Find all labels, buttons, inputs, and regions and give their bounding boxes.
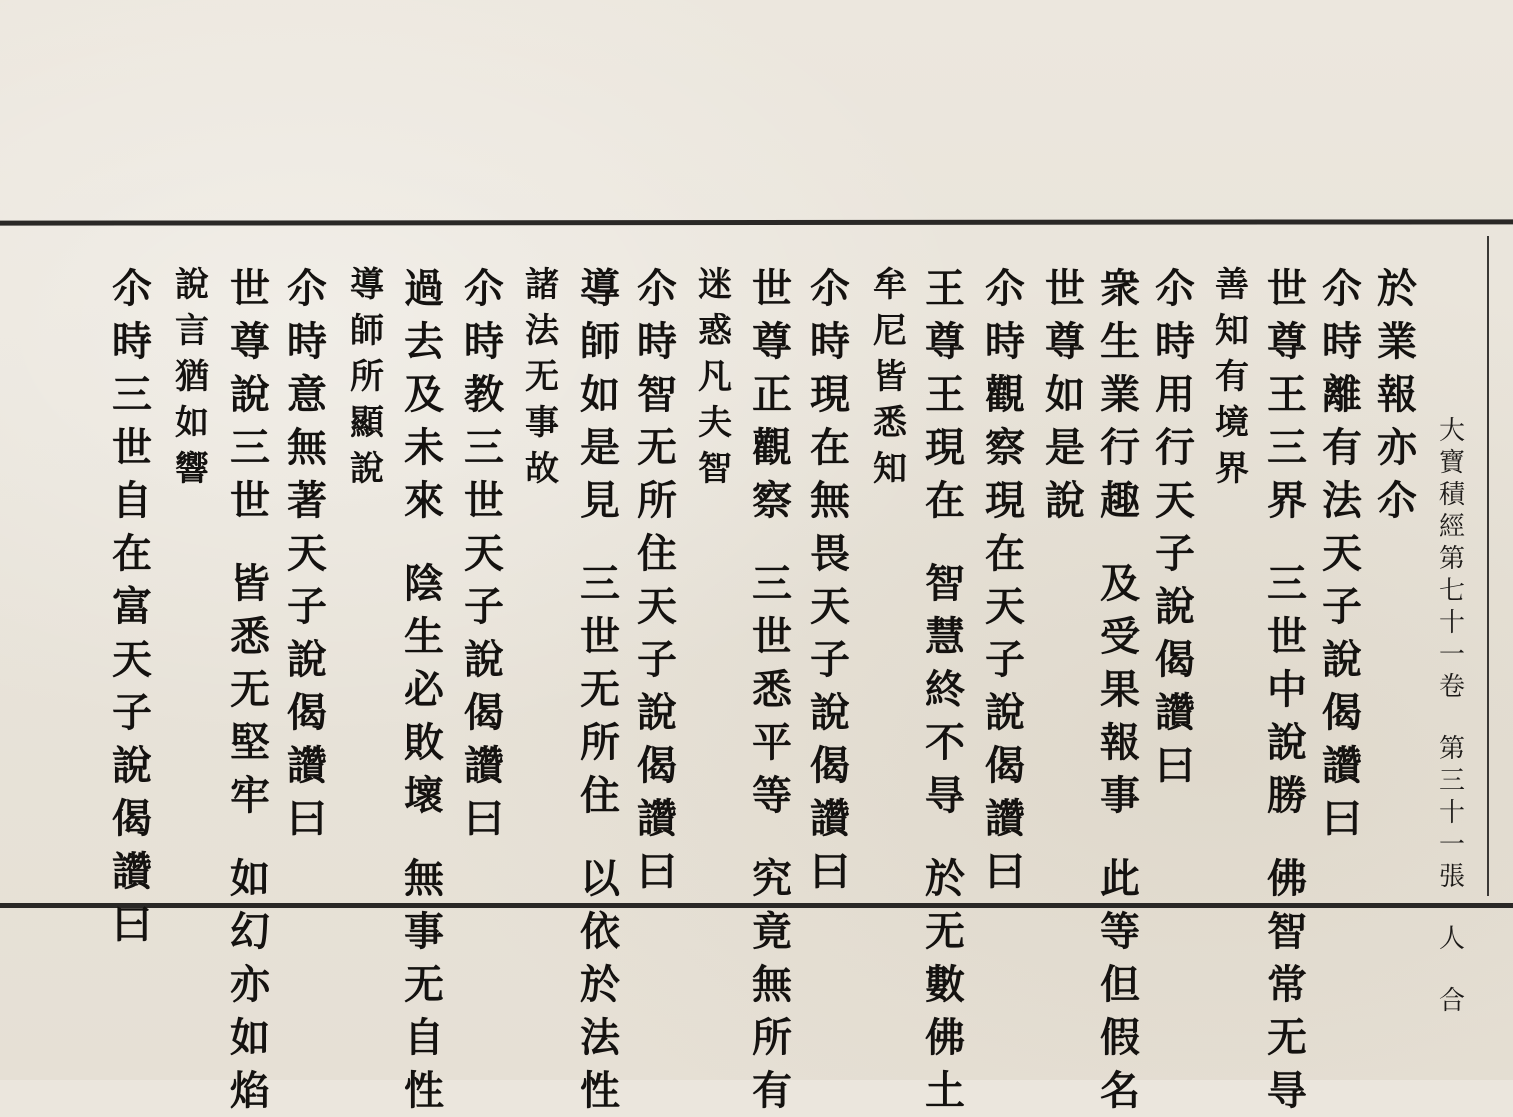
text-column <box>1033 262 1097 527</box>
glyph: 天 <box>112 636 152 683</box>
glyph: 尒 <box>637 265 677 312</box>
glyph: 悉 <box>230 613 270 660</box>
glyph: 三 <box>112 371 152 418</box>
glyph <box>740 527 804 557</box>
glyph: 所 <box>752 1014 792 1061</box>
glyph: 知 <box>1215 311 1249 351</box>
glyph: 未 <box>404 424 444 471</box>
glyph: 悉 <box>873 403 907 443</box>
glyph <box>1432 893 1472 923</box>
glyph <box>1432 703 1472 733</box>
glyph: 過 <box>404 265 444 312</box>
glyph: 曰 <box>1322 795 1362 842</box>
glyph: 行 <box>1100 424 1140 471</box>
glyph: 曰 <box>287 795 327 842</box>
glyph: 有 <box>1215 357 1249 397</box>
glyph: 時 <box>1322 318 1362 365</box>
glyph: 尊 <box>1045 318 1085 365</box>
glyph: 幻 <box>230 908 270 955</box>
glyph: 㝵 <box>925 772 965 819</box>
text-column <box>275 262 339 845</box>
glyph: 無 <box>404 855 444 902</box>
glyph: 王 <box>925 371 965 418</box>
glyph: 尒 <box>112 265 152 312</box>
glyph: 假 <box>1100 1014 1140 1061</box>
glyph: 趣 <box>1100 477 1140 524</box>
glyph: 偈 <box>985 742 1025 789</box>
glyph: 天 <box>1155 477 1195 524</box>
glyph <box>568 527 632 557</box>
glyph: 壞 <box>404 772 444 819</box>
glyph: 顯 <box>350 403 384 443</box>
glyph: 尒 <box>810 265 850 312</box>
glyph: 㝵 <box>1267 1067 1307 1114</box>
glyph: 法 <box>525 311 559 351</box>
glyph: 敗 <box>404 719 444 766</box>
text-column <box>683 262 747 492</box>
glyph: 悉 <box>752 666 792 713</box>
glyph: 故 <box>525 449 559 489</box>
glyph: 十 <box>1438 608 1465 638</box>
glyph: 十 <box>1438 798 1465 828</box>
glyph: 曰 <box>464 795 504 842</box>
glyph: 一 <box>1438 640 1465 670</box>
glyph: 猶 <box>175 357 209 397</box>
glyph: 尒 <box>1155 265 1195 312</box>
glyph: 性 <box>404 1067 444 1114</box>
glyph: 自 <box>112 477 152 524</box>
text-column <box>452 262 516 845</box>
glyph: 子 <box>637 636 677 683</box>
glyph: 平 <box>752 719 792 766</box>
glyph: 說 <box>1267 719 1307 766</box>
text-column <box>973 262 1037 898</box>
glyph: 及 <box>1100 560 1140 607</box>
glyph: 生 <box>1100 318 1140 365</box>
glyph: 住 <box>580 772 620 819</box>
glyph: 善 <box>1215 265 1249 305</box>
glyph: 畏 <box>810 530 850 577</box>
text-column <box>335 262 399 492</box>
glyph: 曰 <box>1155 742 1195 789</box>
glyph: 尊 <box>230 318 270 365</box>
glyph: 界 <box>1267 477 1307 524</box>
glyph: 數 <box>925 961 965 1008</box>
glyph: 說 <box>810 689 850 736</box>
glyph: 智 <box>698 449 732 489</box>
glyph: 尒 <box>287 265 327 312</box>
glyph: 如 <box>230 855 270 902</box>
glyph: 子 <box>1155 530 1195 577</box>
glyph: 所 <box>350 357 384 397</box>
glyph: 天 <box>287 530 327 577</box>
glyph: 世 <box>580 613 620 660</box>
glyph: 子 <box>985 636 1025 683</box>
glyph: 如 <box>230 1014 270 1061</box>
glyph: 王 <box>925 265 965 312</box>
glyph: 天 <box>637 583 677 630</box>
glyph: 於 <box>1377 265 1417 312</box>
glyph: 世 <box>464 477 504 524</box>
glyph: 說 <box>350 449 384 489</box>
glyph: 亦 <box>1377 424 1417 471</box>
glyph: 一 <box>1438 830 1465 860</box>
glyph: 无 <box>1267 1014 1307 1061</box>
glyph: 導 <box>580 265 620 312</box>
glyph: 諸 <box>525 265 559 305</box>
text-column <box>913 262 977 1117</box>
glyph: 察 <box>752 477 792 524</box>
glyph: 世 <box>752 265 792 312</box>
glyph: 智 <box>1267 908 1307 955</box>
glyph: 依 <box>580 908 620 955</box>
glyph: 智 <box>925 560 965 607</box>
glyph: 在 <box>985 530 1025 577</box>
text-column <box>1200 262 1264 492</box>
text-column <box>740 262 804 1117</box>
glyph: 讚 <box>637 795 677 842</box>
glyph: 亦 <box>230 961 270 1008</box>
glyph: 說 <box>637 689 677 736</box>
glyph: 在 <box>112 530 152 577</box>
glyph: 世 <box>752 613 792 660</box>
glyph: 是 <box>1045 424 1085 471</box>
top-border-rule <box>0 219 1513 225</box>
glyph: 曰 <box>112 901 152 948</box>
glyph: 說 <box>230 371 270 418</box>
glyph: 於 <box>580 961 620 1008</box>
glyph: 離 <box>1322 371 1362 418</box>
glyph: 受 <box>1100 613 1140 660</box>
glyph: 夫 <box>698 403 732 443</box>
glyph <box>218 527 282 557</box>
glyph: 牟 <box>873 265 907 305</box>
glyph: 知 <box>873 449 907 489</box>
glyph: 無 <box>810 477 850 524</box>
glyph: 三 <box>1438 766 1465 796</box>
glyph: 惑 <box>698 311 732 351</box>
glyph: 尼 <box>873 311 907 351</box>
glyph: 大 <box>1438 416 1465 446</box>
glyph: 世 <box>112 424 152 471</box>
glyph: 時 <box>464 318 504 365</box>
glyph: 言 <box>175 311 209 351</box>
glyph: 如 <box>580 371 620 418</box>
glyph: 名 <box>1100 1067 1140 1114</box>
glyph: 常 <box>1267 961 1307 1008</box>
glyph: 境 <box>1215 403 1249 443</box>
glyph: 報 <box>1100 719 1140 766</box>
glyph: 陰 <box>404 560 444 607</box>
glyph: 皆 <box>230 560 270 607</box>
glyph: 說 <box>464 636 504 683</box>
glyph: 寶 <box>1438 448 1465 478</box>
glyph: 如 <box>1045 371 1085 418</box>
glyph: 尊 <box>752 318 792 365</box>
glyph: 皆 <box>873 357 907 397</box>
text-column <box>1365 262 1429 527</box>
glyph: 正 <box>752 371 792 418</box>
glyph <box>218 822 282 852</box>
text-column <box>798 262 862 898</box>
glyph: 讚 <box>1322 742 1362 789</box>
glyph: 在 <box>925 477 965 524</box>
glyph: 界 <box>1215 449 1249 489</box>
glyph: 時 <box>985 318 1025 365</box>
glyph: 尊 <box>1267 318 1307 365</box>
glyph: 現 <box>985 477 1025 524</box>
glyph: 三 <box>1267 424 1307 471</box>
glyph: 事 <box>525 403 559 443</box>
glyph: 如 <box>175 403 209 443</box>
glyph: 曰 <box>637 848 677 895</box>
glyph <box>1255 527 1319 557</box>
text-column <box>1143 262 1207 792</box>
glyph: 勝 <box>1267 772 1307 819</box>
glyph <box>913 527 977 557</box>
glyph: 張 <box>1438 862 1465 892</box>
glyph: 法 <box>1322 477 1362 524</box>
glyph: 佛 <box>1267 855 1307 902</box>
glyph: 響 <box>175 449 209 489</box>
glyph: 无 <box>925 908 965 955</box>
glyph: 讚 <box>464 742 504 789</box>
glyph: 著 <box>287 477 327 524</box>
glyph: 導 <box>350 265 384 305</box>
glyph: 偈 <box>464 689 504 736</box>
glyph: 等 <box>752 772 792 819</box>
text-column <box>625 262 689 898</box>
glyph: 教 <box>464 371 504 418</box>
glyph: 觀 <box>752 424 792 471</box>
glyph <box>1255 822 1319 852</box>
text-column <box>100 262 164 951</box>
glyph: 終 <box>925 666 965 713</box>
glyph: 世 <box>230 477 270 524</box>
glyph: 說 <box>1322 636 1362 683</box>
glyph: 卷 <box>1438 672 1465 702</box>
glyph: 究 <box>752 855 792 902</box>
glyph: 三 <box>464 424 504 471</box>
glyph: 生 <box>404 613 444 660</box>
glyph: 時 <box>637 318 677 365</box>
glyph: 天 <box>464 530 504 577</box>
margin-title <box>1432 415 1472 1017</box>
glyph: 凡 <box>698 357 732 397</box>
text-column <box>858 262 922 492</box>
glyph: 中 <box>1267 666 1307 713</box>
glyph: 師 <box>580 318 620 365</box>
glyph: 牢 <box>230 772 270 819</box>
glyph: 是 <box>580 424 620 471</box>
glyph: 子 <box>1322 583 1362 630</box>
glyph: 尒 <box>1377 477 1417 524</box>
glyph: 三 <box>580 560 620 607</box>
glyph: 說 <box>175 265 209 305</box>
glyph: 慧 <box>925 613 965 660</box>
glyph: 經 <box>1438 512 1465 542</box>
glyph: 人 <box>1438 924 1465 954</box>
glyph: 以 <box>580 855 620 902</box>
glyph: 尒 <box>985 265 1025 312</box>
glyph <box>1088 822 1152 852</box>
glyph: 但 <box>1100 961 1140 1008</box>
glyph: 讚 <box>1155 689 1195 736</box>
text-column <box>1088 262 1152 1117</box>
glyph: 時 <box>810 318 850 365</box>
glyph <box>740 822 804 852</box>
glyph: 富 <box>112 583 152 630</box>
glyph: 尊 <box>925 318 965 365</box>
glyph: 時 <box>287 318 327 365</box>
glyph: 无 <box>637 424 677 471</box>
glyph: 讚 <box>287 742 327 789</box>
glyph: 世 <box>1267 265 1307 312</box>
glyph: 報 <box>1377 371 1417 418</box>
glyph: 偈 <box>287 689 327 736</box>
glyph: 此 <box>1100 855 1140 902</box>
glyph: 竟 <box>752 908 792 955</box>
glyph: 世 <box>230 265 270 312</box>
glyph: 來 <box>404 477 444 524</box>
glyph: 業 <box>1377 318 1417 365</box>
glyph: 說 <box>112 742 152 789</box>
glyph: 第 <box>1438 734 1465 764</box>
glyph: 業 <box>1100 371 1140 418</box>
glyph: 法 <box>580 1014 620 1061</box>
glyph: 於 <box>925 855 965 902</box>
glyph: 世 <box>1267 613 1307 660</box>
glyph: 偈 <box>637 742 677 789</box>
glyph: 智 <box>637 371 677 418</box>
glyph: 無 <box>287 424 327 471</box>
glyph: 事 <box>404 908 444 955</box>
glyph: 曰 <box>810 848 850 895</box>
glyph: 衆 <box>1100 265 1140 312</box>
glyph: 師 <box>350 311 384 351</box>
glyph: 性 <box>580 1067 620 1114</box>
glyph: 子 <box>464 583 504 630</box>
glyph <box>913 822 977 852</box>
text-column <box>160 262 224 492</box>
text-column <box>510 262 574 492</box>
glyph: 意 <box>287 371 327 418</box>
glyph: 讚 <box>985 795 1025 842</box>
glyph: 現 <box>810 371 850 418</box>
glyph: 偈 <box>1322 689 1362 736</box>
glyph: 讚 <box>112 848 152 895</box>
glyph: 事 <box>1100 772 1140 819</box>
glyph: 佛 <box>925 1014 965 1061</box>
glyph: 所 <box>637 477 677 524</box>
glyph: 察 <box>985 424 1025 471</box>
text-column <box>392 262 456 1117</box>
glyph: 等 <box>1100 908 1140 955</box>
glyph: 積 <box>1438 480 1465 510</box>
glyph: 見 <box>580 477 620 524</box>
glyph: 說 <box>1155 583 1195 630</box>
glyph: 說 <box>287 636 327 683</box>
glyph: 去 <box>404 318 444 365</box>
glyph: 用 <box>1155 371 1195 418</box>
glyph: 三 <box>752 560 792 607</box>
glyph: 說 <box>1045 477 1085 524</box>
glyph: 必 <box>404 666 444 713</box>
glyph: 自 <box>404 1014 444 1061</box>
glyph: 三 <box>1267 560 1307 607</box>
glyph: 讚 <box>810 795 850 842</box>
glyph <box>392 527 456 557</box>
glyph: 有 <box>752 1067 792 1114</box>
glyph: 三 <box>230 424 270 471</box>
glyph <box>1432 955 1472 985</box>
glyph: 无 <box>404 961 444 1008</box>
text-column <box>1310 262 1374 845</box>
glyph: 所 <box>580 719 620 766</box>
right-frame-line <box>1487 236 1489 896</box>
glyph <box>392 822 456 852</box>
glyph: 天 <box>1322 530 1362 577</box>
glyph: 時 <box>1155 318 1195 365</box>
glyph: 合 <box>1438 986 1465 1016</box>
glyph: 无 <box>525 357 559 397</box>
text-column <box>218 262 282 1117</box>
glyph: 住 <box>637 530 677 577</box>
glyph <box>1088 527 1152 557</box>
glyph: 七 <box>1438 576 1465 606</box>
glyph: 无 <box>230 666 270 713</box>
glyph: 尒 <box>1322 265 1362 312</box>
glyph: 世 <box>1045 265 1085 312</box>
glyph: 現 <box>925 424 965 471</box>
glyph: 子 <box>112 689 152 736</box>
glyph: 子 <box>810 636 850 683</box>
glyph: 行 <box>1155 424 1195 471</box>
glyph: 不 <box>925 719 965 766</box>
glyph: 偈 <box>1155 636 1195 683</box>
glyph: 偈 <box>112 795 152 842</box>
glyph: 及 <box>404 371 444 418</box>
glyph: 說 <box>985 689 1025 736</box>
glyph: 天 <box>985 583 1025 630</box>
glyph: 堅 <box>230 719 270 766</box>
glyph: 觀 <box>985 371 1025 418</box>
glyph: 尒 <box>464 265 504 312</box>
glyph: 第 <box>1438 544 1465 574</box>
glyph: 果 <box>1100 666 1140 713</box>
glyph: 迷 <box>698 265 732 305</box>
glyph: 土 <box>925 1067 965 1114</box>
glyph: 子 <box>287 583 327 630</box>
glyph <box>568 822 632 852</box>
text-column <box>568 262 632 1117</box>
glyph: 焰 <box>230 1067 270 1114</box>
glyph: 在 <box>810 424 850 471</box>
glyph: 無 <box>752 961 792 1008</box>
glyph: 无 <box>580 666 620 713</box>
glyph: 時 <box>112 318 152 365</box>
glyph: 天 <box>810 583 850 630</box>
text-column <box>1255 262 1319 1117</box>
glyph: 有 <box>1322 424 1362 471</box>
glyph: 王 <box>1267 371 1307 418</box>
glyph: 曰 <box>985 848 1025 895</box>
glyph: 偈 <box>810 742 850 789</box>
